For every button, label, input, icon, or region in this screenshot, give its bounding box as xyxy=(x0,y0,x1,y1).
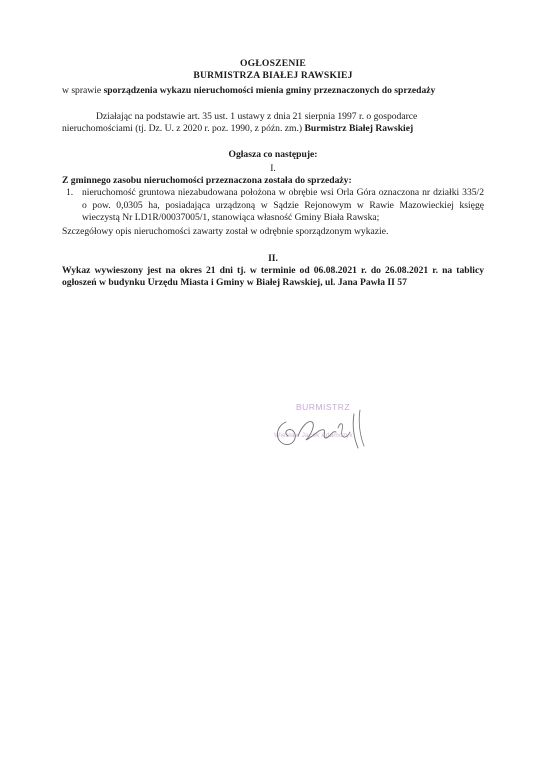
section-1-numeral: I. xyxy=(270,162,276,174)
announce-line: Ogłasza co następuje: xyxy=(228,149,318,161)
list-item xyxy=(62,187,484,224)
notice-paragraph: Wykaz wywieszony jest na okres 21 dni tj. w terminie od 06.08.2021 r. do 26.08.2021 r. na tablicy ogłoszeń w budynku Urzędu Miasta i Gminy w Białej Rawskiej, ul. Jana Pawła II 57 xyxy=(62,264,484,289)
subject-bold: sporządzenia wykazu nieruchomości mienia gminy przeznaczonych do sprzedaży xyxy=(103,84,436,96)
document-subject xyxy=(62,85,484,97)
list-item-text: nieruchomość gruntowa niezabudowana położona w obrębie wsi Orla Góra oznaczona nr działki 335/2 o pow. 0,0305 ha, posiadająca urządzoną w Sądzie Rejonowym w Rawie Mazowieckiej księgę wieczystą Nr LD1R/00037005/1, stanowiąca własność Gminy Biała Rawska; xyxy=(82,187,484,223)
subject-prefix: w sprawie xyxy=(62,84,104,96)
description-paragraph: Szczegółowy opis nieruchomości zawarty został w odrębnie sporządzonym wykazie. xyxy=(62,226,389,238)
stamp-title: BURMISTRZ xyxy=(296,402,351,412)
section-1-heading: Z gminnego zasobu nieruchomości przeznaczona została do sprzedaży: xyxy=(62,175,352,187)
document-title: OGŁOSZENIE xyxy=(240,58,306,69)
document-body xyxy=(62,58,484,289)
list-item-number: 1. xyxy=(66,187,74,199)
intro-text: Działając na podstawie art. 35 ust. 1 ustawy z dnia 21 sierpnia 1997 r. o gospodarce nieruchomościami (tj. Dz. U. z 2020 r. poz. 1990, z późn. zm.) xyxy=(62,110,418,135)
handwritten-signature-icon xyxy=(268,392,388,452)
signature-stamp xyxy=(268,392,388,452)
intro-bold: Burmistrz Białej Rawskiej xyxy=(304,123,414,135)
section-2-numeral: II. xyxy=(268,252,278,264)
stamp-name: Wiesław Jacek Adamczyk xyxy=(274,432,353,439)
intro-paragraph xyxy=(62,111,484,136)
document-issuer: BURMISTRZA BIAŁEJ RAWSKIEJ xyxy=(193,70,353,82)
